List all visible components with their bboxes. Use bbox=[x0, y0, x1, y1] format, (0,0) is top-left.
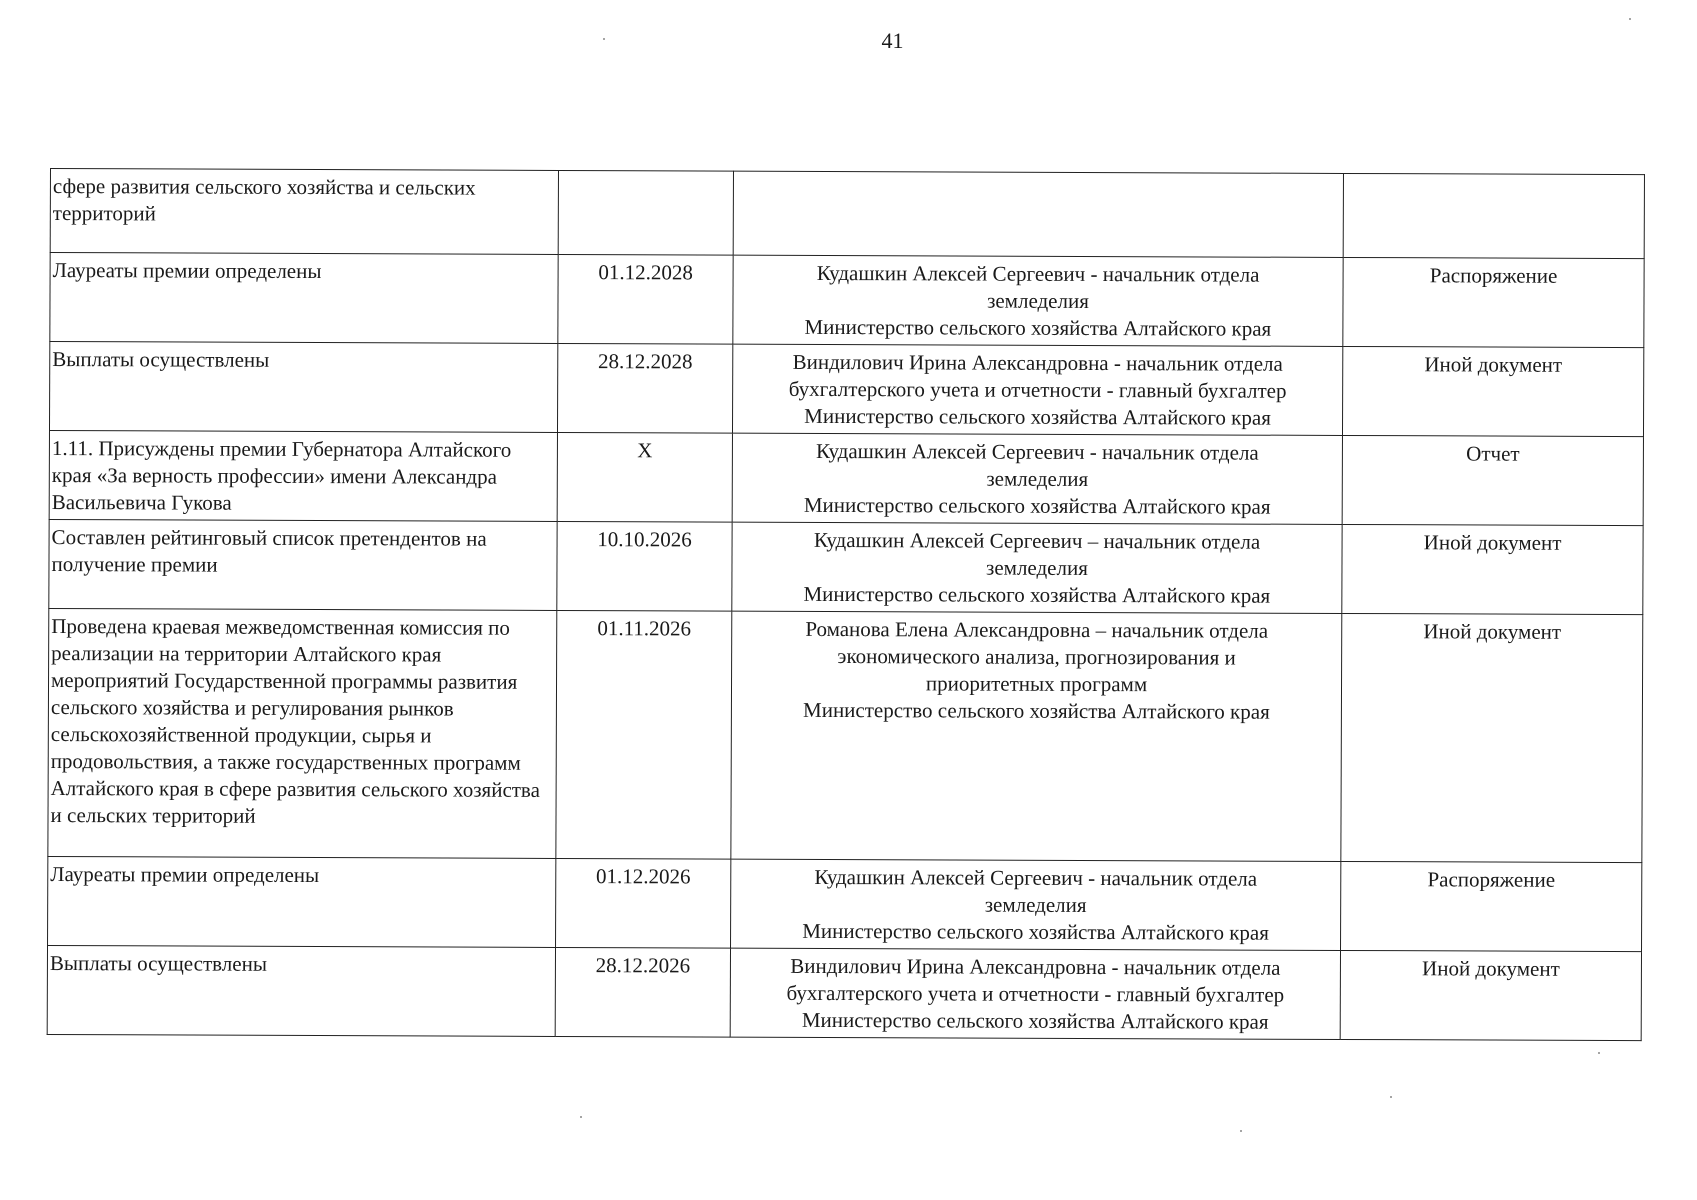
event-cell: Лауреаты премии определены bbox=[48, 856, 556, 947]
responsible-line: бухгалтерского учета и отчетности - главный бухгалтер bbox=[786, 980, 1285, 1007]
responsible-line: Кудашкин Алексей Сергеевич - начальник отдела bbox=[814, 864, 1258, 891]
responsible-line: Министерство сельского хозяйства Алтайского края bbox=[803, 581, 1271, 608]
responsible-line: Министерство сельского хозяйства Алтайского края bbox=[803, 697, 1270, 724]
schedule-table bbox=[47, 168, 1645, 1041]
page-number: 41 bbox=[881, 28, 904, 53]
responsible-cell bbox=[733, 255, 1343, 346]
responsible-cell bbox=[732, 344, 1342, 435]
scan-speck bbox=[1598, 1052, 1600, 1054]
responsible-line: Виндилович Ирина Александровна - начальник отдела bbox=[792, 349, 1283, 376]
responsible-line: Министерство сельского хозяйства Алтайского края bbox=[802, 918, 1269, 945]
responsible-line: Министерство сельского хозяйства Алтайского края bbox=[801, 1007, 1269, 1034]
responsible-line: земледелия bbox=[987, 288, 1089, 313]
responsible-line: земледелия bbox=[986, 555, 1088, 580]
table-row bbox=[49, 342, 1643, 437]
document-cell: Иной документ bbox=[1341, 613, 1643, 862]
responsible-line: земледелия bbox=[984, 892, 1087, 917]
responsible-line: Виндилович Ирина Александровна - начальник отдела bbox=[790, 953, 1281, 980]
table-row bbox=[49, 431, 1643, 526]
date-cell: 10.10.2026 bbox=[557, 521, 732, 611]
responsible-cell bbox=[731, 859, 1341, 950]
event-cell: Проведена краевая межведомственная комиссия по реализации на территории Алтайского края мероприятий Государственной программы развития сельского хозяйства и регулирования рынков сельскохозяйственной продукции, сырья и продовольствия, а также государственных программ Алтайского края в сфере развития сельского хозяйства и сельских территорий bbox=[48, 608, 557, 858]
table-row bbox=[50, 169, 1644, 259]
document-cell: Иной документ bbox=[1342, 524, 1643, 614]
table-row bbox=[48, 608, 1643, 862]
scan-speck bbox=[1629, 18, 1631, 20]
date-cell bbox=[558, 170, 733, 255]
table-row bbox=[48, 856, 1642, 951]
responsible-line: Кудашкин Алексей Сергеевич - начальник отдела bbox=[816, 438, 1259, 465]
responsible-line: Министерство сельского хозяйства Алтайского края bbox=[803, 492, 1271, 519]
table-row bbox=[50, 253, 1644, 348]
date-cell: 28.12.2026 bbox=[555, 947, 730, 1037]
date-cell: 01.11.2026 bbox=[556, 610, 732, 859]
event-cell: Составлен рейтинговый список претендентов на получение премии bbox=[49, 519, 557, 610]
responsible-line: Кудашкин Алексей Сергеевич - начальник отдела bbox=[816, 260, 1260, 287]
scan-speck bbox=[1390, 1096, 1392, 1098]
document-cell: Отчет bbox=[1342, 435, 1643, 525]
responsible-line: Кудашкин Алексей Сергеевич – начальник отдела bbox=[813, 527, 1261, 554]
event-cell: Лауреаты премии определены bbox=[50, 253, 558, 344]
table-row bbox=[49, 519, 1643, 614]
responsible-line: Министерство сельского хозяйства Алтайского края bbox=[804, 314, 1272, 341]
responsible-cell bbox=[732, 522, 1342, 613]
document-cell: Иной документ bbox=[1340, 950, 1641, 1040]
date-cell: 28.12.2028 bbox=[557, 343, 732, 433]
responsible-cell bbox=[730, 948, 1340, 1039]
table-row bbox=[47, 945, 1641, 1040]
responsible-line: экономического анализа, прогнозирования и bbox=[837, 644, 1236, 670]
event-cell: Выплаты осуществлены bbox=[49, 342, 557, 433]
responsible-cell bbox=[733, 171, 1343, 257]
document-cell bbox=[1343, 173, 1644, 258]
event-cell: 1.11. Присуждены премии Губернатора Алтайского края «За верность профессии» имени Александра Васильевича Гукова bbox=[49, 431, 557, 522]
responsible-line: земледелия bbox=[986, 466, 1089, 491]
scan-speck bbox=[603, 38, 605, 40]
responsible-line: Романова Елена Александровна – начальник отдела bbox=[805, 616, 1269, 643]
event-cell: сфере развития сельского хозяйства и сельских территорий bbox=[50, 169, 558, 255]
responsible-cell bbox=[732, 433, 1342, 524]
document-cell: Распоряжение bbox=[1343, 257, 1644, 347]
scan-speck bbox=[1240, 1130, 1242, 1132]
date-cell: 01.12.2026 bbox=[556, 858, 731, 948]
responsible-cell bbox=[731, 611, 1342, 861]
date-cell: 01.12.2028 bbox=[558, 254, 733, 344]
responsible-line: Министерство сельского хозяйства Алтайского края bbox=[804, 403, 1271, 430]
responsible-line: приоритетных программ bbox=[925, 671, 1148, 697]
responsible-line: бухгалтерского учета и отчетности - главный бухгалтер bbox=[788, 376, 1287, 403]
document-cell: Иной документ bbox=[1342, 346, 1643, 436]
document-cell: Распоряжение bbox=[1341, 861, 1642, 951]
scan-speck bbox=[580, 1116, 582, 1118]
date-cell: X bbox=[557, 432, 732, 522]
event-cell: Выплаты осуществлены bbox=[47, 945, 555, 1036]
